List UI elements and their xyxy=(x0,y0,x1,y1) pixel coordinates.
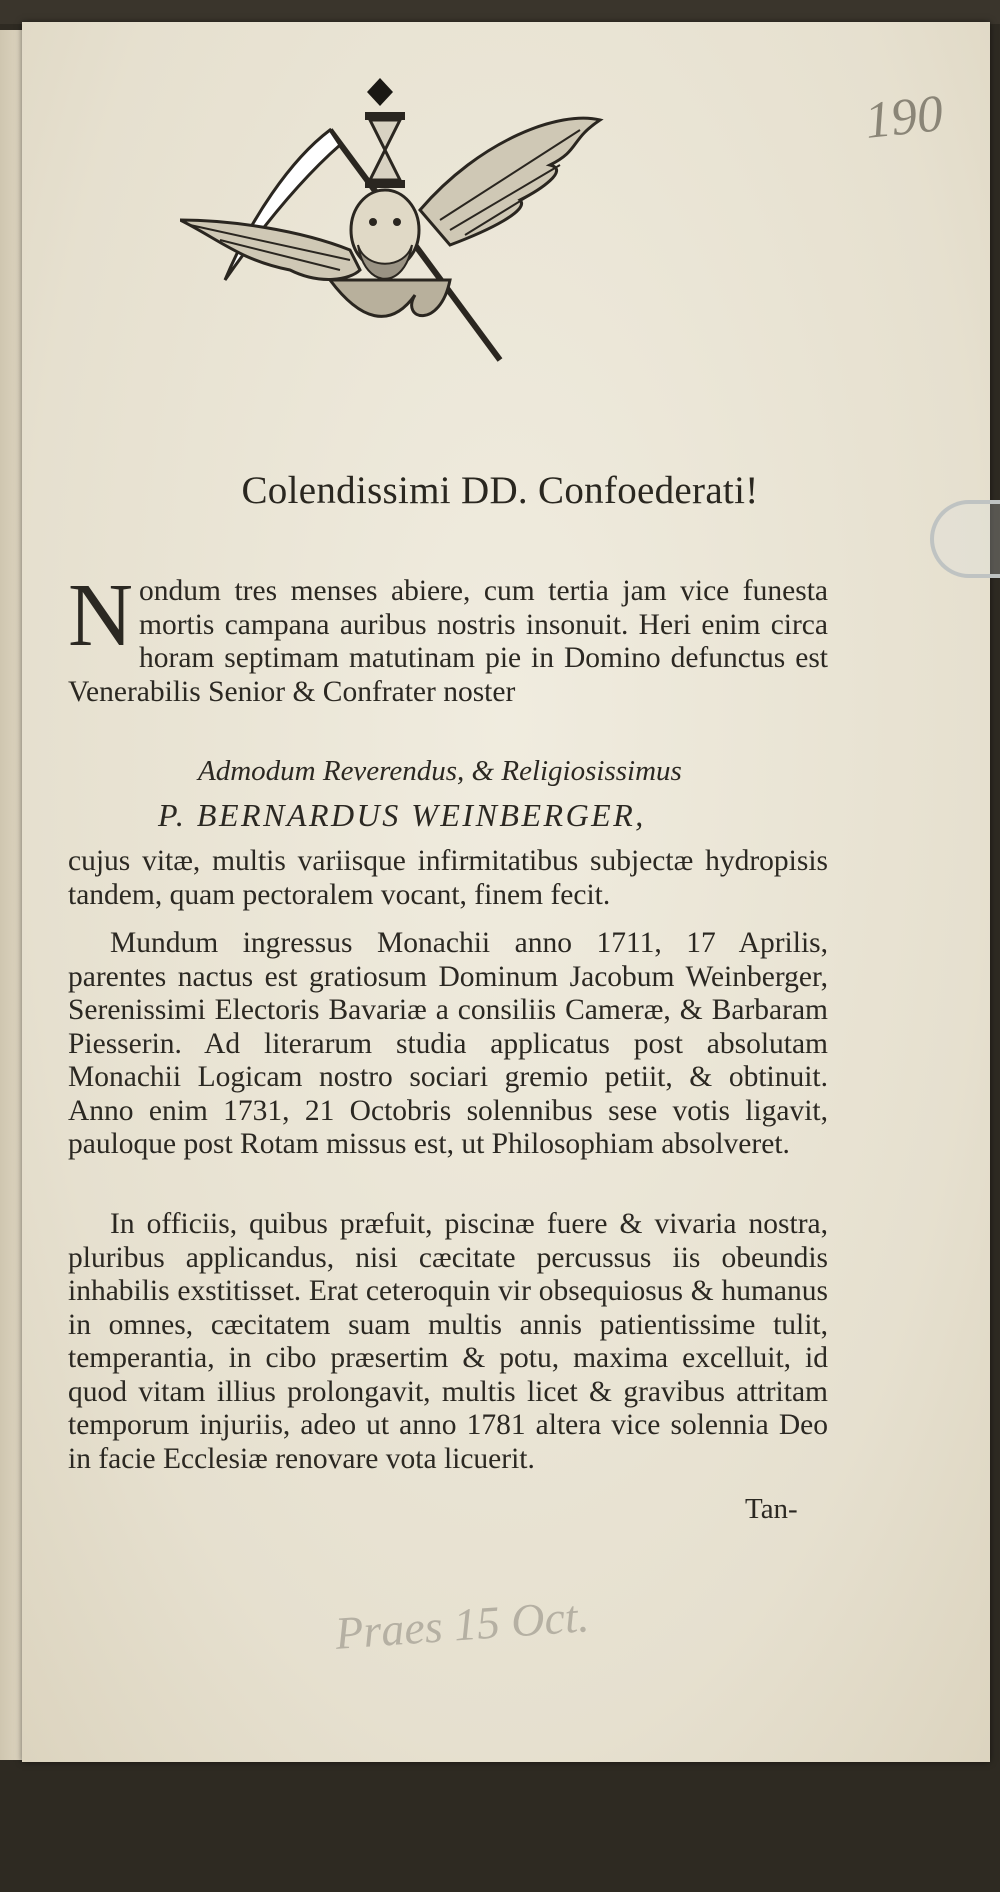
death-ornament-icon xyxy=(180,70,700,370)
paragraph-opening xyxy=(68,566,828,709)
paragraph-offices: In officiis, quibus præfuit, piscinæ fuere & vivaria nostra, pluribus applicandus, nisi cæcitate percussus iis obeundis inhabilis exstitisset. Erat ceteroquin vir obsequiosus & humanus in omnes, cæcitatem suam multis annis patientissime tulit, temperantia, in cibo præsertim & potu, maxima excelluit, id quod vitam illius prolongavit, multis licet & gravibus attritam temporum injuriis, adeo ut anno 1781 altera vice solennia Deo in facie Ecclesiæ renovare vota licuerit. xyxy=(68,1208,828,1475)
paragraph-opening-text: ondum tres menses abiere, cum tertia jam vice funesta mortis campana auribus nostris insonuit. Heri enim circa horam septimam matutinam pie in Domino defunctus est Venerabilis Senior & Confrater noster xyxy=(68,575,828,708)
document-heading: Colendissimi DD. Confoederati! xyxy=(241,469,759,512)
folio-number: 190 xyxy=(862,85,946,150)
scan-frame xyxy=(0,0,1000,24)
dropcap-letter: N xyxy=(68,566,133,665)
paragraph-biography: Mundum ingressus Monachii anno 1711, 17 Aprilis, parentes nactus est gratiosum Dominum Jacobum Weinberger, Serenissimi Electoris Bavariæ a consiliis Cameræ, & Barbaram Piesserin. Ad literarum studia applicatus post absolutam Monachii Logicam nostro sociari gremio petiit, & obtinuit. Anno enim 1731, 21 Octobris solennibus sese votis ligavit, pauloque post Rotam missus est, ut Philosophiam absolveret. xyxy=(68,927,828,1160)
handwritten-note: Praes 15 Oct. xyxy=(333,1590,591,1659)
paper-clip xyxy=(930,500,1000,578)
catchword: Tan- xyxy=(745,1493,798,1525)
paragraph-cause: cujus vitæ, multis variisque infirmitatibus subjectæ hydropisis tandem, quam pectoralem vocant, finem fecit. xyxy=(68,845,828,911)
deceased-name: P. BERNARDUS WEINBERGER, xyxy=(158,797,646,833)
deceased-title: Admodum Reverendus, & Religiosissimus xyxy=(198,755,682,787)
